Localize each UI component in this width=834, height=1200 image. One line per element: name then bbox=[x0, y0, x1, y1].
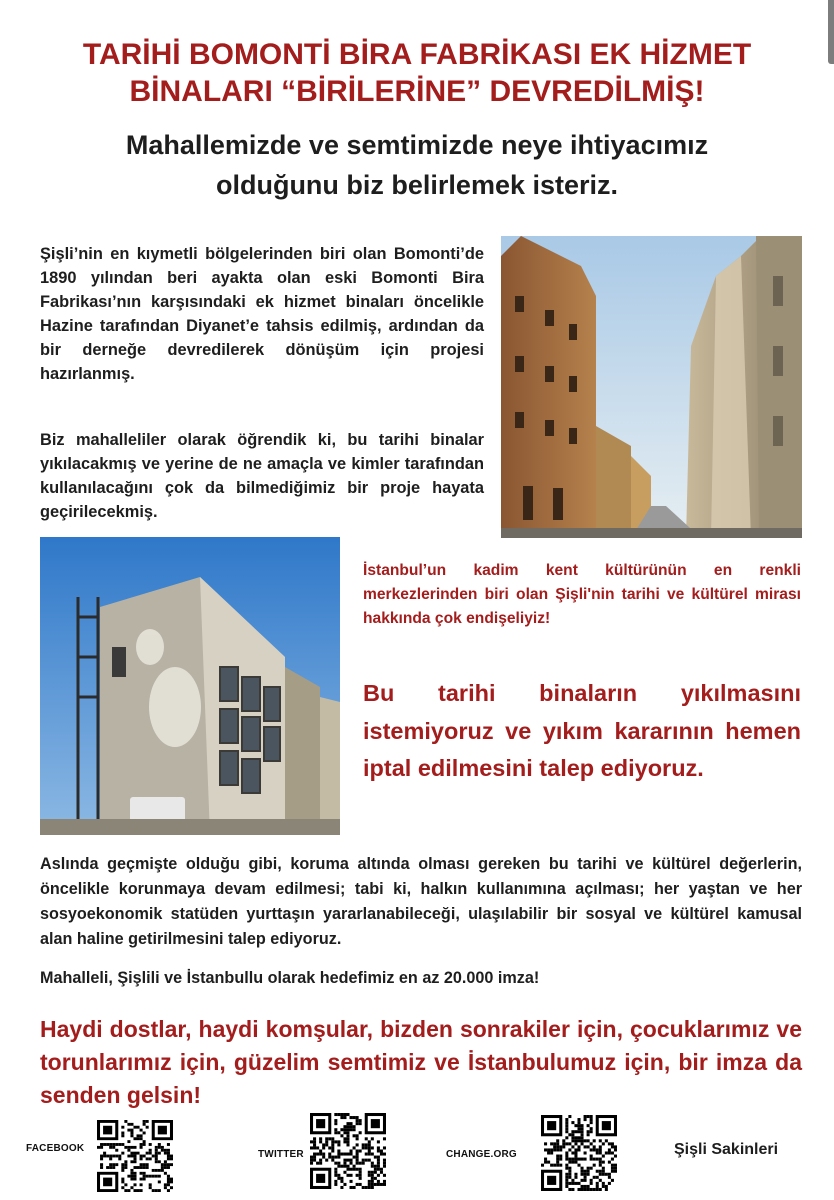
subtitle-line-2: olduğunu biz belirlemek isteriz. bbox=[215, 170, 619, 200]
goal-paragraph: Mahalleli, Şişlili ve İstanbullu olarak hedefimiz en az 20.000 imza! bbox=[40, 969, 540, 987]
old-factory-building-photo bbox=[40, 537, 340, 835]
change-org-qr-code[interactable] bbox=[541, 1115, 617, 1191]
learned-paragraph: Biz mahalleliler olarak öğrendik ki, bu tarihi binalar yıkılacakmış ve yerine de ne amaçla ve kimler tarafından kullanılacağını çok da bilmediğimiz bir proje hayata geçirilecekmiş. bbox=[40, 431, 484, 521]
twitter-label: TWITTER bbox=[258, 1149, 304, 1160]
scrollbar-thumb[interactable] bbox=[828, 0, 834, 64]
change-org-label: CHANGE.ORG bbox=[446, 1149, 517, 1160]
page-title bbox=[40, 36, 794, 110]
concern-paragraph: İstanbul’un kadim kent kültürünün en renkli merkezlerinden biri olan Şişli'nin tarihi ve kültürel mirası hakkında çok endişeliyiz! bbox=[363, 562, 801, 627]
bomonti-street-photo bbox=[501, 236, 802, 538]
public-use-paragraph: Aslında geçmişte olduğu gibi, koruma altında olması gereken bu tarihi ve kültürel değerlerin, öncelikle korunmaya devam edilmesi; tabi ki, halkın kullanımına açılması; her yaştan ve her sosyoekonomik statüden yurttaşın yararlanabileceği, ulaşılabilir bir sosyal ve kültürel kamusal alan haline getirilmesini talep ediyoruz. bbox=[40, 855, 802, 948]
page-subtitle bbox=[40, 125, 794, 205]
title-line-1: TARİHİ BOMONTİ BİRA FABRİKASI EK HİZMET bbox=[82, 38, 752, 71]
call-to-action-paragraph: Haydi dostlar, haydi komşular, bizden sonrakiler için, çocuklarımız ve torunlarımız için, güzelim semtimiz ve İstanbulumuz için, bir imza da senden gelsin! bbox=[40, 1016, 802, 1108]
subtitle-line-1: Mahallemizde ve semtimizde neye ihtiyacımız bbox=[125, 130, 709, 160]
facebook-qr-code[interactable] bbox=[97, 1120, 173, 1192]
signature: Şişli Sakinleri bbox=[674, 1141, 779, 1158]
twitter-qr-code[interactable] bbox=[310, 1113, 386, 1189]
intro-paragraph: Şişli’nin en kıymetli bölgelerinden biri olan Bomonti’de 1890 yılından beri ayakta olan eski Bomonti Bira Fabrikası’nın karşısındaki ek hizmet binaları öncelikle Hazine tarafından Diyanet’e tahsis edilmiş, ardından da bir derneğe devredilerek dönüşüm için projesi hazırlanmış. bbox=[40, 245, 484, 383]
demand-paragraph: Bu tarihi binaların yıkılmasını istemiyoruz ve yıkım kararının hemen iptal edilmesini talep ediyoruz. bbox=[363, 680, 801, 781]
title-line-2: BİNALARI “BİRİLERİNE” DEVREDİLMİŞ! bbox=[129, 75, 705, 108]
facebook-label: FACEBOOK bbox=[26, 1143, 85, 1154]
